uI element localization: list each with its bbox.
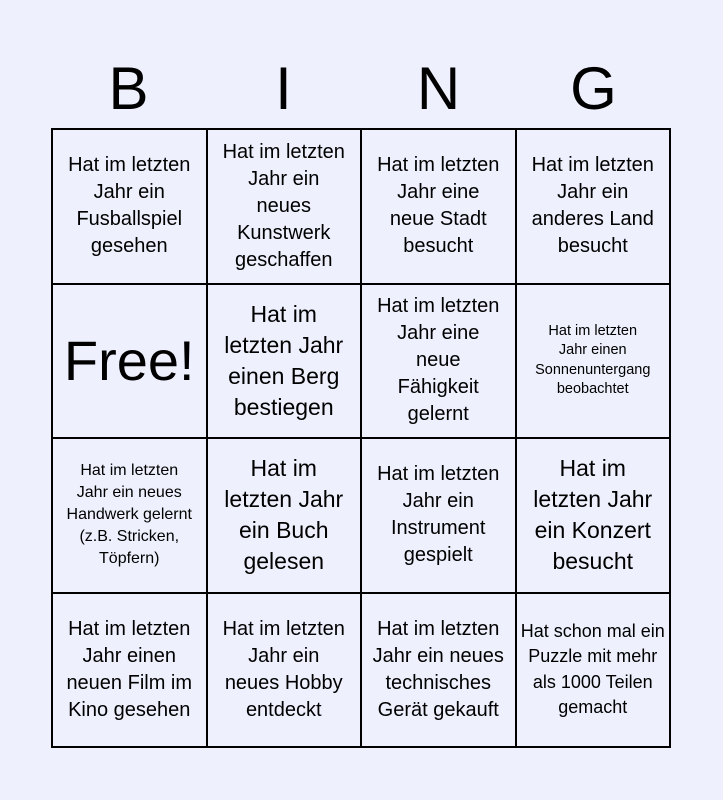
bingo-cell-text: Hat im letzten Jahr ein Fusballspiel gesehen <box>68 154 191 258</box>
header-letter-i: I <box>275 55 292 122</box>
bingo-cell-text: Hat im letzten Jahr ein neues Handwerk gelernt (z.B. Stricken, Töpfern) <box>66 462 192 568</box>
bingo-cell[interactable] <box>52 593 207 748</box>
bingo-cell-text: Hat im letzten Jahr ein neues technisches Gerät gekauft <box>372 617 504 721</box>
bingo-cell[interactable] <box>52 129 207 284</box>
bingo-cell[interactable] <box>361 438 516 593</box>
bingo-cell[interactable] <box>516 593 671 748</box>
bingo-cell[interactable] <box>361 284 516 439</box>
bingo-cell-text: Hat im letzten Jahr einen neuen Film im Kino gesehen <box>66 617 193 721</box>
bingo-cell[interactable] <box>361 593 516 748</box>
free-cell[interactable] <box>52 284 207 439</box>
bingo-cell-text: Hat im letzten Jahr einen Berg bestiegen <box>224 300 344 420</box>
bingo-cell[interactable] <box>516 284 671 439</box>
bingo-header <box>51 50 671 128</box>
bingo-cell[interactable] <box>361 129 516 284</box>
free-cell-text: Free! <box>63 328 195 392</box>
bingo-cell-text: Hat im letzten Jahr einen Sonnenuntergang beobachtet <box>535 322 651 398</box>
header-letter-n: N <box>416 55 461 122</box>
bingo-cell-text: Hat im letzten Jahr ein neues Hobby entdeckt <box>222 617 345 721</box>
bingo-cell-text: Hat im letzten Jahr ein neues Kunstwerk geschaffen <box>222 140 345 271</box>
bingo-cell[interactable] <box>207 284 362 439</box>
bingo-cell-text: Hat schon mal ein Puzzle mit mehr als 1000 Teilen gemacht <box>520 620 665 718</box>
bingo-cell-text: Hat im letzten Jahr ein Konzert besucht <box>533 455 653 575</box>
bingo-cell[interactable] <box>207 129 362 284</box>
bingo-cell-text: Hat im letzten Jahr ein Buch gelesen <box>224 455 344 575</box>
bingo-cell-text: Hat im letzten Jahr ein anderes Land besucht <box>531 154 654 258</box>
bingo-cell[interactable] <box>516 129 671 284</box>
bingo-cell[interactable] <box>207 593 362 748</box>
header-letter-g: G <box>570 55 617 122</box>
bingo-cell-text: Hat im letzten Jahr eine neue Fähigkeit gelernt <box>377 295 500 426</box>
bingo-cell[interactable] <box>516 438 671 593</box>
bingo-cell-text: Hat im letzten Jahr eine neue Stadt besucht <box>377 154 500 258</box>
header-letter-b: B <box>108 55 149 122</box>
bingo-cell[interactable] <box>52 438 207 593</box>
bingo-cell[interactable] <box>207 438 362 593</box>
bingo-cell-text: Hat im letzten Jahr ein Instrument gespielt <box>377 463 500 567</box>
bingo-card <box>51 128 671 748</box>
